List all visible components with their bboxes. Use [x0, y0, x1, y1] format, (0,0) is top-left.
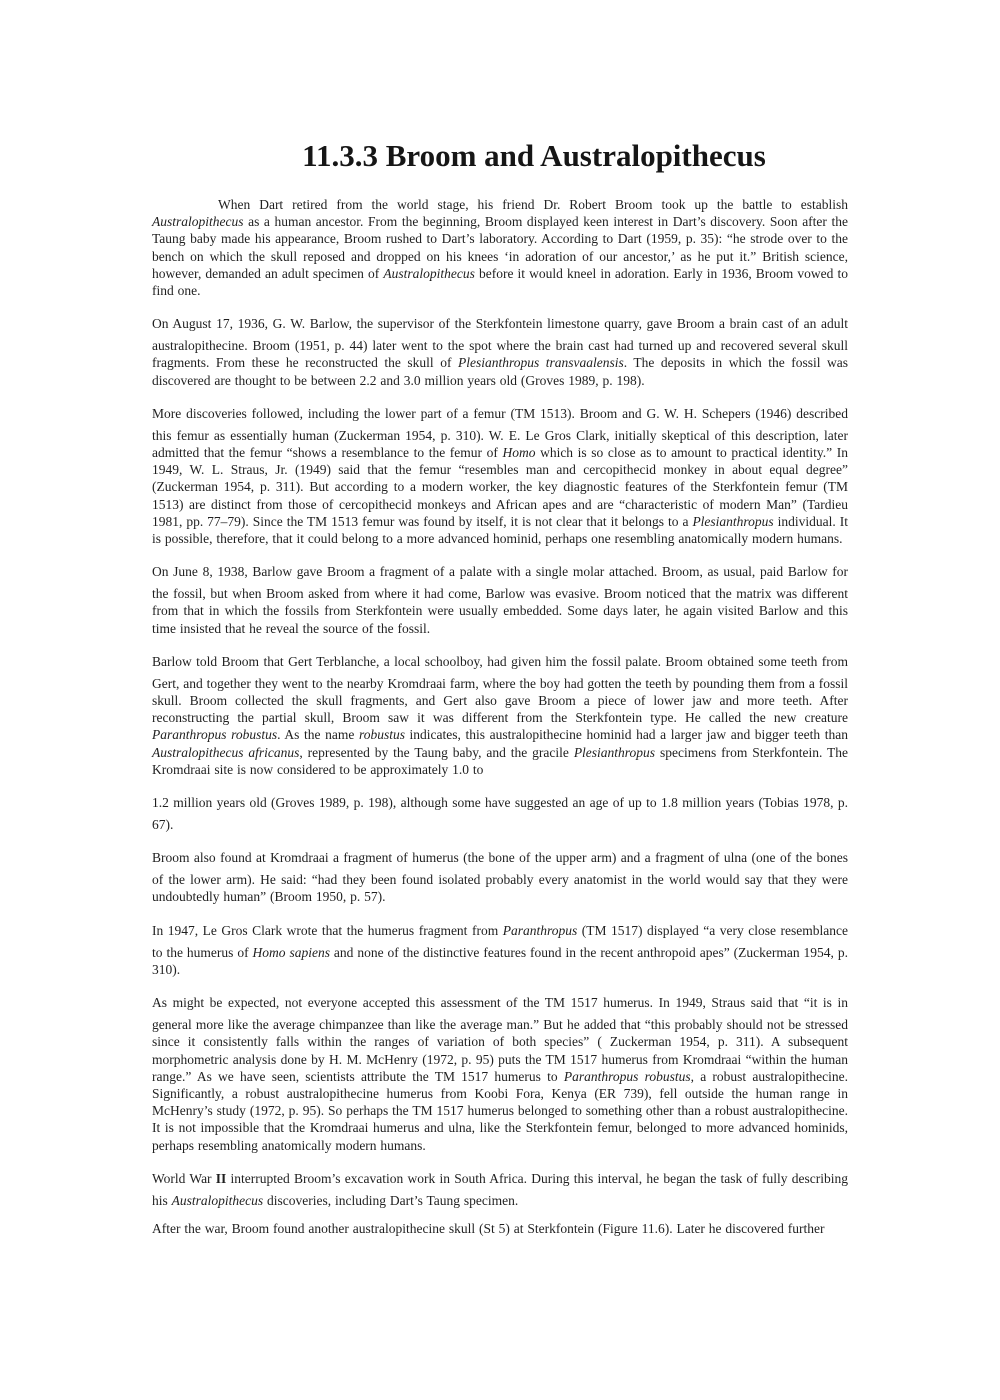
- body-text: [152, 196, 848, 1237]
- paragraph: In 1947, Le Gros Clark wrote that the humerus fragment from Paranthropus (TM 1517) displayed “a very close resemblance to the humerus of Homo sapiens and none of the distinctive features found in the recent anthropoid apes” (Zuckerman 1954, p. 310).: [152, 922, 848, 977]
- section-title: 11.3.3 Broom and Australopithecus: [302, 138, 766, 173]
- paragraph: When Dart retired from the world stage, his friend Dr. Robert Broom took up the battle to establish Australopithecus as a human ancestor. From the beginning, Broom displayed keen interest in Dart’s discovery. Soon after the Taung baby made his appearance, Broom rushed to Dart’s laboratory. According to Dart (1959, p. 35): “he strode over to the bench on which the skull reposed and dropped on his knees ‘in adoration of our ancestor,’ as he put it.” British science, however, demanded an adult specimen of Australopithecus before it would kneel in adoration. Early in 1936, Broom vowed to find one.: [152, 197, 848, 299]
- paragraph: As might be expected, not everyone accepted this assessment of the TM 1517 humerus. In 1949, Straus said that “it is in general more like the average chimpanzee than like the average man.” But he added that “this probably should not be stressed since it consistently falls within the ranges of variation of both species” ( Zuckerman 1954, p. 311). A subsequent morphometric analysis done by H. M. McHenry (1972, p. 95) puts the TM 1517 humerus from Kromdraai “within the human range.” As we have seen, scientists attribute the TM 1517 humerus to Paranthropus robustus, a robust australopithecine. Significantly, a robust australopithecine humerus from Koobi Fora, Kenya (ER 739), fell outside the human range in McHenry’s study (1972, p. 95). So perhaps the TM 1517 humerus belonged to something other than a robust australopithecine. It is not impossible that the Kromdraai humerus and ulna, like the Sterkfontein femur, belonged to more advanced hominids, perhaps resembling anatomically modern humans.: [152, 995, 848, 1153]
- paragraph: World War II interrupted Broom’s excavation work in South Africa. During this interval, he began the task of fully describing his Australopithecus discoveries, including Dart’s Taung specimen.: [152, 1170, 848, 1208]
- paragraph: After the war, Broom found another australopithecine skull (St 5) at Sterkfontein (Figure 11.6). Later he discovered further: [152, 1220, 825, 1236]
- paragraph: On June 8, 1938, Barlow gave Broom a fragment of a palate with a single molar attached. Broom, as usual, paid Barlow for the fossil, but when Broom asked from where it had come, Barlow was evasive. Broom noticed that the matrix was different from that in which the fossils from Sterkfontein were usually embedded. Some days later, he again visited Barlow and this time insisted that he reveal the source of the fossil.: [152, 564, 848, 636]
- text-column: [152, 0, 848, 1237]
- paragraph: Barlow told Broom that Gert Terblanche, a local schoolboy, had given him the fossil palate. Broom obtained some teeth from Gert, and together they went to the nearby Kromdraai farm, where the boy had gotten the teeth by pounding them from a fossil skull. Broom collected the skull fragments, and Gert also gave Broom a piece of lower jaw and more teeth. After reconstructing the partial skull, Broom saw it was different from the Sterkfontein type. He called the new creature Paranthropus robustus. As the name robustus indicates, this australopithecine hominid had a larger jaw and bigger teeth than Australopithecus africanus, represented by the Taung baby, and the gracile Plesianthropus specimens from Sterkfontein. The Kromdraai site is now considered to be approximately 1.0 to: [152, 653, 848, 777]
- paragraph: Broom also found at Kromdraai a fragment of humerus (the bone of the upper arm) and a fragment of ulna (one of the bones of the lower arm). He said: “had they been found isolated probably every anatomist in the world would say that they were undoubtedly human” (Broom 1950, p. 57).: [152, 850, 848, 905]
- paragraph: 1.2 million years old (Groves 1989, p. 198), although some have suggested an age of up to 1.8 million years (Tobias 1978, p. 67).: [152, 795, 848, 833]
- paragraph: More discoveries followed, including the lower part of a femur (TM 1513). Broom and G. W. H. Schepers (1946) described this femur as essentially human (Zuckerman 1954, p. 310). W. E. Le Gros Clark, initially skeptical of this description, later admitted that the femur “shows a resemblance to the femur of Homo which is so close as to amount to practical identity.” In 1949, W. L. Straus, Jr. (1949) said that the femur “resembles man and cercopithecid monkey in about equal degree” (Zuckerman 1954, p. 311). But according to a modern worker, the key diagnostic features of the Sterkfontein femur (TM 1513) are distinct from those of cercopithecid monkeys and African apes and are “characteristic of modern Man” (Tardieu 1981, pp. 77–79). Since the TM 1513 femur was found by itself, it is not clear that it belongs to a Plesianthropus individual. It is possible, therefore, that it could belong to a more advanced hominid, perhaps one resembling anatomically modern humans.: [152, 405, 848, 547]
- paragraph: On August 17, 1936, G. W. Barlow, the supervisor of the Sterkfontein limestone quarry, gave Broom a brain cast of an adult australopithecine. Broom (1951, p. 44) later went to the spot where the brain cast had turned up and recovered several skull fragments. From these he reconstructed the skull of Plesianthropus transvaalensis. The deposits in which the fossil was discovered are thought to be between 2.2 and 3.0 million years old (Groves 1989, p. 198).: [152, 316, 848, 388]
